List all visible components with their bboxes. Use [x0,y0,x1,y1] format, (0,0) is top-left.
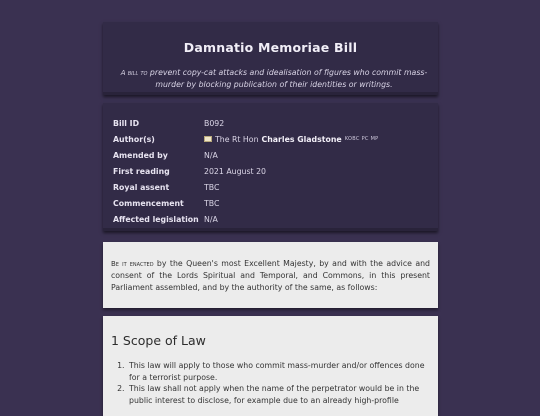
bill-description [115,67,433,91]
section-list [111,360,430,406]
author-prefix: The Rt Hon [215,134,259,144]
title-card [103,22,438,95]
info-key: Commencement [113,198,184,208]
list-item: 1. This law will apply to those who commit mass-murder and/or offences done for a terrorist purpose. [127,360,430,383]
info-row-affected-legislation [113,211,428,227]
info-value: B092 [204,118,225,128]
info-row-commencement [113,195,428,211]
info-key: Amended by [113,150,168,160]
info-key: Royal assent [113,182,170,192]
section-card [103,316,438,416]
enactment-card [103,242,438,308]
description-lead: A bill to [120,69,148,77]
info-row-royal-assent [113,179,428,195]
description-text: prevent copy-cat attacks and idealisation of figures who commit mass-murder by blocking publication of their identities or writings. [147,68,428,89]
info-row-bill-id [113,115,428,131]
info-row-first-reading [113,163,428,179]
info-key: First reading [113,166,170,176]
info-key: Affected legislation [113,214,199,224]
enactment-lead: Be it enacted [111,260,154,268]
enactment-body: by the Queen's most Excellent Majesty, by and with the advice and consent of the Lords Spiritual and Temporal, and Commons, in this present Parliament assembled, and by the authority of the same, as follows: [111,259,430,292]
info-value: N/A [204,214,218,224]
info-row-amended-by [113,147,428,163]
author-name[interactable]: Charles Gladstone [261,134,342,144]
author-value [204,135,379,144]
info-row-authors [113,131,428,147]
info-value: TBC [204,182,220,192]
info-key: Bill ID [113,118,140,128]
page-title: Damnatio Memoriae Bill [183,40,358,55]
author-postnominals: KOBC PC MP [344,136,379,142]
info-value: 2021 August 20 [204,166,267,176]
section-heading: 1 Scope of Law [111,333,206,348]
info-value: N/A [204,150,218,160]
list-item: 2. This law shall not apply when the name of the perpetrator would be in the public interest to disclose, for example due to an already high-profile [127,383,430,406]
enactment-text [111,258,430,294]
info-key: Author(s) [113,134,155,144]
info-card [103,103,438,231]
info-value: TBC [204,198,220,208]
flag-icon [204,136,212,142]
